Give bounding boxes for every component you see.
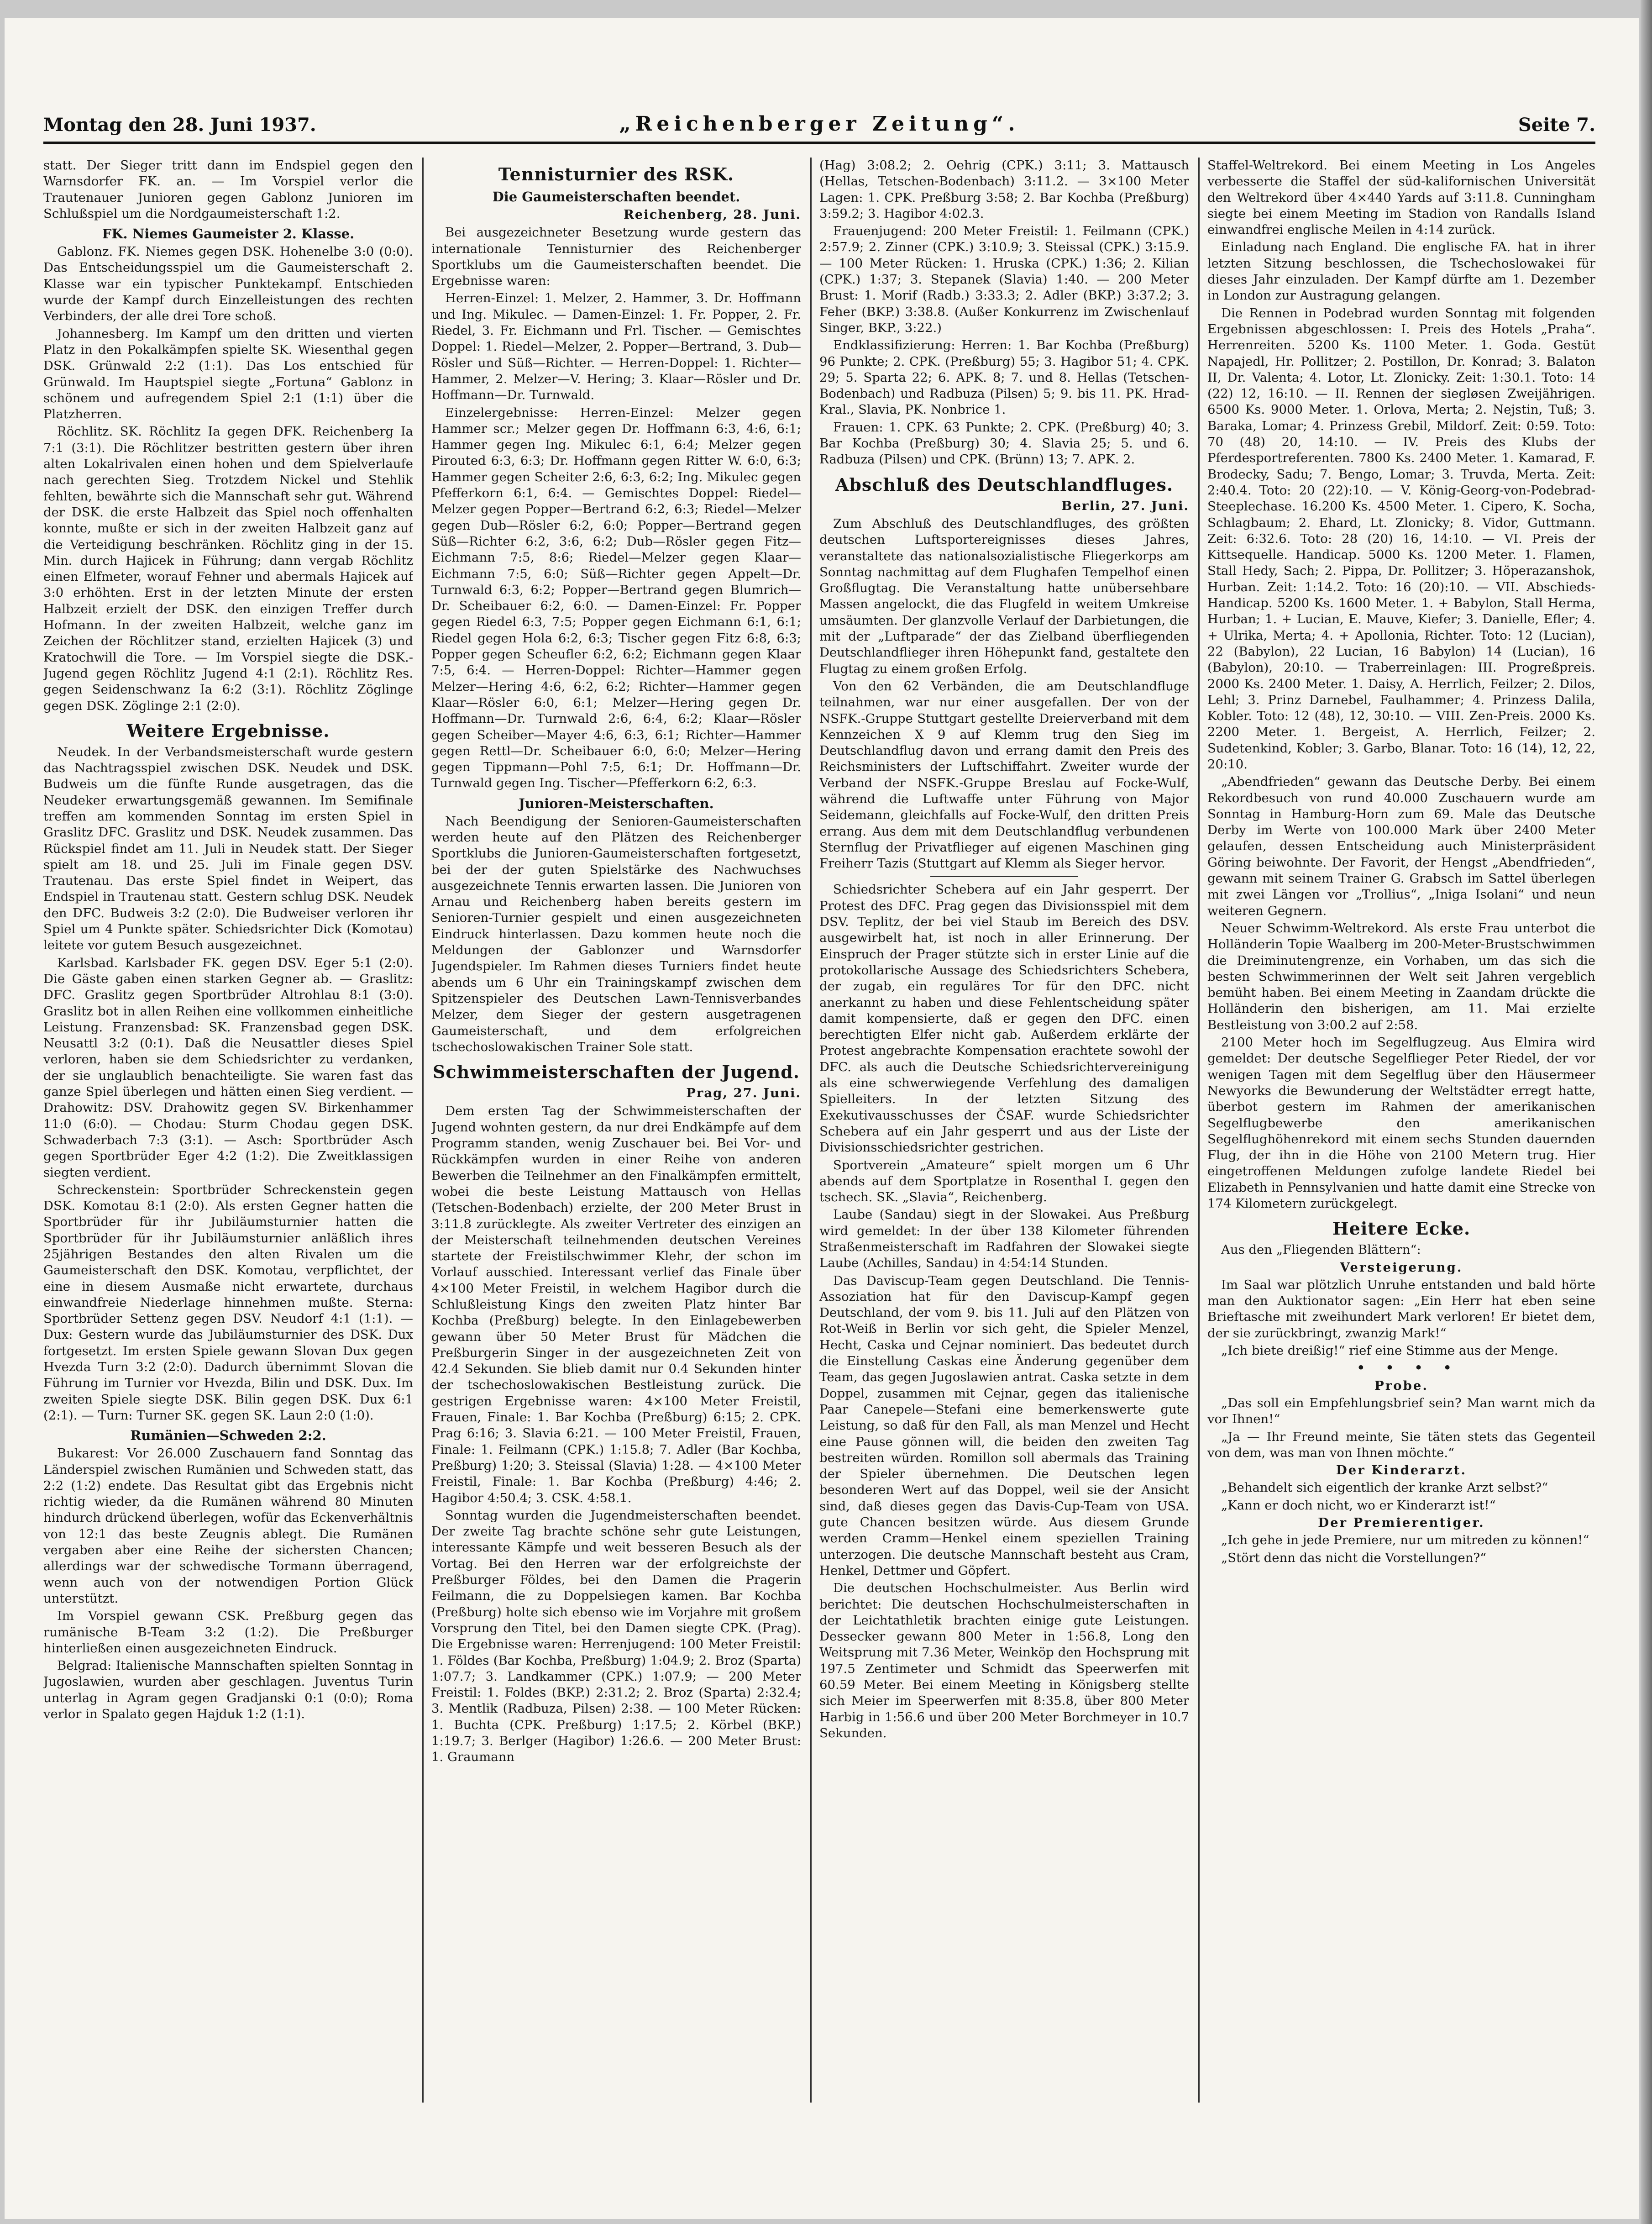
joke-text: „Das soll ein Empfehlungsbrief sein? Man warnt mich da vor Ihnen!“ [1207, 1395, 1595, 1427]
article-text: Dem ersten Tag der Schwimmeisterschaften der Jugend wohnten gestern, da nur drei Endkämpfe auf dem Programm standen, wenig Zuschauer bei. Bei Vor- und Rückkämpfen wurden in einer Reihe von anderen Bewerben die Teilnehmer an den Finalkämpfen ermittelt, wobei die beste Leistung Mattausch von Hellas (Tetschen-Bodenbach) erzielte, der 200 Meter Brust in 3:11.8 zurücklegte. Als zweiter Vertreter des einzigen an der Meisterschaft teilnehmenden deutschen Vereines startete der Freistilschwimmer Klehr, der schon im Vorlauf ausschied. Interessant verlief das Finale über 4×100 Meter Freistil, in welchem Hagibor durch die Schlußleistung Kings den zweiten Platz hinter Bar Kochba (Preßburg) belegte. In den Einlagebewerben gewann über 50 Meter Brust für Mädchen die Preßburgerin Singer in der ausgezeichneten Zeit von 42.4 Sekunden. Sie blieb damit nur 0.4 Sekunden hinter der tschechoslowakischen Bestleistung zurück. Die gestrigen Ergebnisse waren: 4×100 Meter Freistil, Frauen, Finale: 1. Bar Kochba (Preßburg) 6:15; 2. CPK. Prag 6:16; 3. Slavia 6:21. — 100 Meter Freistil, Frauen, Finale: 1. Feilmann (CPK.) 1:15.8; 7. Adler (Bar Kochba, Preßburg) 1:20; 3. Steissal (Slavia) 1:28. — 4×100 Meter Freistil, Finale: 1. Bar Kochba (Preßburg) 4:46; 2. Hagibor 4:50.4; 3. CSK. 4:58.1. [431, 1104, 801, 1505]
article-text: Gablonz. FK. Niemes gegen DSK. Hohenelbe 3:0 (0:0). Das Entscheidungsspiel um die Gaumeisterschaft 2. Klasse war ein typischer Punktekampf. Entschieden wurde der Kampf durch Einzelleistungen des rechten Verbinders, der alle drei Tore schoß. [43, 244, 413, 324]
article-text: (Hag) 3:08.2; 2. Oehrig (CPK.) 3:11; 3. Mattausch (Hellas, Tetschen-Bodenbach) 3:11.2. — 3×100 Meter Lagen: 1. CPK. Preßburg 3:58; 2. Bar Kochba (Preßburg) 3:59.2; 3. Hagibor 4:02.3. [819, 158, 1189, 221]
article-text: Einladung nach England. Die englische FA. hat in ihrer letzten Sitzung beschlossen, die Tschechoslowakei für dieses Jahr einzuladen. Der Kampf dürfte am 1. Dezember in London zur Austragung gelangen. [1207, 240, 1595, 303]
joke-text: „Behandelt sich eigentlich der kranke Arzt selbst?“ [1221, 1480, 1548, 1495]
joke-title: Der Kinderarzt. [1336, 1463, 1467, 1478]
section-divider [930, 876, 1078, 877]
joke-text: „Ich gehe in jede Premiere, nur um mitreden zu können!“ [1221, 1533, 1589, 1548]
article-headline: Schwimmeisterschaften der Jugend. [432, 1062, 800, 1083]
column-2 [431, 158, 801, 2103]
article-headline: FK. Niemes Gaumeister 2. Klasse. [102, 226, 355, 242]
article-text: Im Vorspiel gewann CSK. Preßburg gegen das rumänische B-Team 3:2 (1:2). Die Preßburger hinterließen einen ausgezeichneten Eindruck. [43, 1609, 413, 1656]
article-headline: Heitere Ecke. [1332, 1218, 1471, 1239]
article-subheadline: Die Gaumeisterschaften beendet. [492, 189, 740, 205]
newspaper-title: „Reichenberger Zeitung“. [619, 112, 1020, 136]
column-4 [1207, 158, 1595, 2103]
article-text: Einzelergebnisse: Herren-Einzel: Melzer gegen Hammer scr.; Melzer gegen Dr. Hoffmann 6:3, 4:6, 6:1; Hammer gegen Ing. Mikulec 6:1, 6:4; Melzer gegen Pirouted 6:3, 6:3; Dr. Hoffmann gegen Ritter W. 6:0, 6:3; Hammer gegen Scheiter 2:6, 6:3, 6:2; Ing. Mikulec gegen Pfefferkorn 6:1, 6:4. — Gemischtes Doppel: Riedel—Melzer gegen Popper—Bertrand 6:2, 6:3; Riedel—Melzer gegen Dub—Rösler 6:2, 6:0; Popper—Bertrand gegen Süß—Richter 6:2, 3:6, 6:2; Dub—Rösler gegen Fitz—Eichmann 7:5, 8:6; Riedel—Melzer gegen Klaar—Eichmann 7:5, 6:0; Süß—Richter gegen Appelt—Dr. Turnwald 6:3, 6:2; Popper—Bertrand gegen Blumrich—Dr. Scheibauer 6:2, 6:0. — Damen-Einzel: Fr. Popper gegen Riedel 6:3, 7:5; Popper gegen Eichmann 6:1, 6:1; Riedel gegen Hola 6:2, 6:3; Tischer gegen Fitz 6:8, 6:3; Popper gegen Scheufler 6:2, 6:2; Eichmann gegen Klaar 7:5, 6:4. — Herren-Doppel: Richter—Hammer gegen Melzer—Hering 4:6, 6:2, 6:2; Richter—Hammer gegen Klaar—Rösler 6:0, 6:1; Melzer—Hering gegen Dr. Hoffmann—Dr. Turnwald 2:6, 6:4, 6:2; Klaar—Rösler gegen Scheiber—Mayer 4:6, 6:3, 6:1; Richter—Hammer gegen Rettl—Dr. Scheibauer 6:0, 6:0; Melzer—Hering gegen Tippmann—Pohl 7:5, 6:1; Dr. Hoffmann—Dr. Turnwald gegen Ing. Tischer—Pfefferkorn 6:2, 6:3. [431, 405, 801, 791]
joke-title: Der Premierentiger. [1318, 1515, 1485, 1530]
column-1 [43, 158, 413, 2103]
joke-text: „Ich biete dreißig!“ rief eine Stimme aus der Menge. [1221, 1343, 1558, 1358]
article-text: statt. Der Sieger tritt dann im Endspiel gegen den Warnsdorfer FK. an. — Im Vorspiel verlor die Trautenauer Junioren gegen Gablonz Junioren im Schlußspiel um die Nordgaumeisterschaft 1:2. [43, 158, 413, 221]
article-text: Johannesberg. Im Kampf um den dritten und vierten Platz in den Pokalkämpfen spielte SK. Wiesenthal gegen DSK. Grünwald 2:2 (1:1). Das Los entschied für Grünwald. Im Hauptspiel siegte „Fortuna“ Gablonz in schönem und aufregendem Spiel 2:1 (1:1) über die Platzherren. [43, 326, 413, 422]
article-text: Neuer Schwimm-Weltrekord. Als erste Frau unterbot die Holländerin Topie Waalberg im 200-Meter-Brustschwimmen die Dreiminutengrenze, ein Vorhaben, um das sich die besten Schwimmerinnen der Welt seit Jahren vergeblich bemüht haben. Bei einem Meeting in Zaandam drückte die Holländerin den bisherigen, am 11. Mai erzielte Bestleistung von 3:00.2 auf 2:58. [1207, 920, 1595, 1032]
article-text: Röchlitz. SK. Röchlitz Ia gegen DFK. Reichenberg Ia 7:1 (3:1). Die Röchlitzer bestritten gestern über ihren alten Lokalrivalen einen hohen und dem Spielverlaufe nach gerechten Sieg. Trotzdem Nickel und Stehlik fehlten, bewährte sich die Mannschaft sehr gut. Während der DSK. die erste Halbzeit das Spiel noch offenhalten konnte, mußte er sich in der zweiten Halbzeit ganz auf die Verteidigung beschränken. Röchlitz ging in der 15. Min. durch Hajicek in Führung; dann vergab Röchlitz einen Elfmeter, worauf Fehner und abermals Hajicek auf 3:0 erhöhten. Erst in der letzten Minute der ersten Halbzeit erzielt der DSK. den einzigen Treffer durch Hofmann. In der zweiten Halbzeit, welche ganz im Zeichen der Röchlitzer stand, erzielten Hajicek (3) und Kratochwill die Tore. — Im Vorspiel siegte die DSK.-Jugend gegen Röchlitz Jugend 4:1 (2:1). Röchlitz Res. gegen Seidenschwanz Ia 6:2 (3:1). Röchlitz Zöglinge gegen DSK. Zöglinge 2:1 (2:0). [43, 424, 413, 713]
column-rule [810, 158, 812, 2103]
article-text: Endklassifizierung: Herren: 1. Bar Kochba (Preßburg) 96 Punkte; 2. CPK. (Preßburg) 55; 3. Hagibor 51; 4. CPK. 29; 5. Sparta 22; 6. APK. 8; 7. und 8. Hellas (Tetschen-Bodenbach) und Radbuza (Pilsen) 5; 9. bis 11. PK. Hrad-Kral., Slavia, PK. Nonbrice 1. [819, 338, 1189, 417]
article-text: Die deutschen Hochschulmeister. Aus Berlin wird berichtet: Die deutschen Hochschulmeisterschaften in der Leichtathletik brachten einige gute Leistungen. Dessecker gewann 800 Meter in 1:56.8, Long den Weitsprung mit 7.36 Meter, Weinköp den Hochsprung mit 197.5 Zentimeter und Schmidt das Speerwerfen mit 60.59 Meter. Bei einem Meeting in Königsberg stellte sich Meier im Speerwerfen mit 8:35.8, über 800 Meter Harbig in 1:56.6 und über 200 Meter Borchmeyer in 10.7 Sekunden. [819, 1581, 1189, 1740]
article-text: Sportverein „Amateure“ spielt morgen um 6 Uhr abends auf dem Sportplatze in Rosenthal I. gegen den tschech. SK. „Slavia“, Reichenberg. [819, 1157, 1189, 1205]
article-text: Von den 62 Verbänden, die am Deutschlandfluge teilnahmen, war nur einer ausgefallen. Der von der NSFK.-Gruppe Stuttgart gestellte Dreierverband mit dem Kennzeichen X 9 auf Klemm trug den Sieg im Deutschlandflug davon und errang damit den Preis des Reichsministers der Luftschiffahrt. Zweiter wurde der Verband der NSFK.-Gruppe Breslau auf Focke-Wulf, während die Luftwaffe unter Führung von Major Seidemann, gleichfalls auf Focke-Wulf, den dritten Preis errang. Aus dem mit dem Deutschlandflug verbundenen Sternflug der Privatflieger auf eigenen Maschinen ging Freiherr Tazis (Stuttgart auf Klemm als Sieger hervor. [819, 678, 1189, 871]
article-text: Frauenjugend: 200 Meter Freistil: 1. Feilmann (CPK.) 2:57.9; 2. Zinner (CPK.) 3:10.9; 3. Steissal (CPK.) 3:15.9. — 100 Meter Rücken: 1. Hruska (CPK.) 1:36; 2. Kilian (CPK.) 1:37; 3. Stepanek (Slavia) 1:40. — 200 Meter Brust: 1. Morif (Radb.) 3:33.3; 2. Adler (BKP.) 3:37.2; 3. Feher (BKP.) 3:38.8. (Außer Konkurrenz im Zwischenlauf Singer, BKP., 3:22.) [819, 224, 1189, 335]
article-text: Die Rennen in Podebrad wurden Sonntag mit folgenden Ergebnissen abgeschlossen: I. Preis des Hotels „Praha“. Herrenreiten. 5200 Ks. 1100 Meter. 1. Goda. Gestüt Napajedl, Hr. Pollitzer; 2. Postillon, Dr. Konrad; 3. Balaton II, Dr. Valenta; 4. Lotor, Lt. Zlonicky. Zeit: 1:30.1. Toto: 14 (22) 12, 16:10. — II. Rennen der siegløsen Zweijährigen. 6500 Ks. 9000 Meter. 1. Orlova, Merta; 2. Nejstin, Tuß; 3. Baraka, Lomar; 4. Prinzess Grebil, Mildorf. Zeit: 0:59. Toto: 70 (48) 20, 14:10. — IV. Preis des Klubs der Pferdesportreferenten. 7800 Ks. 2400 Meter. 1. Kamarad, F. Brodecky, Sadu; 7. Bengo, Lomar; 3. Truvda, Merta. Zeit: 2:40.4. Toto: 20 (22):10. — V. König-Georg-von-Podebrad-Steeplechase. 16.200 Ks. 4500 Meter. 1. Cipero, K. Socha, Schlagbaum; 2. Ehard, Lt. Zlonicky; 8. Vidor, Guttmann. Zeit: 6:32.6. Toto: 28 (20) 16, 14:10. — VI. Preis der Kittsequelle. Handicap. 5000 Ks. 1200 Meter. 1. Flamen, Stall Hedy, Sach; 2. Pippa, Dr. Pollitzer; 3. Höperazanshok, Hurban. Zeit: 1:14.2. Toto: 16 (20):10. — VII. Abschieds-Handicap. 5200 Ks. 1600 Meter. 1. + Babylon, Stall Herma, Hurban; 1. + Lucian, E. Mauve, Kiefer; 3. Danielle, Efler; 4. + Ulrika, Merta; 4. + Apollonia, Richter. Toto: 12 (Lucian), 22 (Babylon), 22 Lucian, 16 Babylon) 14 (Lucian), 16 (Babylon), 20:10. — Traberreinlagen: III. Progreßpreis. 2000 Ks. 2400 Meter. 1. Daisy, A. Herrlich, Feilzer; 2. Dilos, Lehl; 3. Prinz Darnebel, Faulhammer; 4. Prinzess Dalila, Kobler. Toto: 12 (48), 12, 30:10. — VIII. Zen-Preis. 2000 Ks. 2200 Meter. 1. Bergeist, A. Herrlich, Feilzer; 2. Sudetenkind, Kobler; 3. Garbo, Blanar. Toto: 16 (14), 12, 22, 20:10. [1207, 305, 1595, 772]
article-text: Das Daviscup-Team gegen Deutschland. Die Tennis-Assoziation hat für den Daviscup-Kampf gegen Deutschland, der vom 9. bis 11. Juli auf den Plätzen von Rot-Weiß in Berlin vor sich geht, die Spieler Menzel, Hecht, Caska und Cejnar nominiert. Das bedeutet durch die Einstellung Caskas eine Änderung gegenüber dem Team, das gegen Jugoslawien antrat. Caska setzte in dem Doppel, zusammen mit Cejnar, gegen das italienische Paar Canepele—Stefani eine bemerkenswerte gute Leistung, so daß für den Fall, als man Menzel und Hecht eine Pause gönnen will, die beiden den zweiten Tag bestreiten würden. Romillon soll abermals das Training der Spieler übernehmen. Die Deutschen legen besonderen Wert auf das Doppel, weil sie der Ansicht sind, daß dieses gegen das Davis-Cup-Team von USA. gute Chancen besitzen würde. Aus diesem Grunde werden Cramm—Henkel einem speziellen Training unterzogen. Die deutsche Mannschaft besteht aus Cram, Henkel, Dettmer und Göpfert. [819, 1273, 1189, 1578]
article-text: Zum Abschluß des Deutschlandfluges, des größten deutschen Luftsportereignisses dieses Jahres, veranstaltete das nationalsozialistische Fliegerkorps am Sonntag nachmittag auf dem Flughafen Tempelhof einen Großflugtag. Die Veranstaltung hatte unübersehbare Massen angelockt, die das Flugfeld in weitem Umkreise umsäumten. Der glanzvolle Verlauf der Darbietungen, die mit der „Luftparade“ der das Zielband überfliegenden Deutschlandflieger ihren Höhepunkt fand, gestaltete den Flugtag zu einem großen Erfolg. [819, 516, 1189, 676]
article-text: „Abendfrieden“ gewann das Deutsche Derby. Bei einem Rekordbesuch von rund 40.000 Zuschauern wurde am Sonntag in Hamburg-Horn zum 69. Male das Deutsche Derby im Werte von 100.000 Mark über 2400 Meter gelaufen, dessen Entscheidung auch Ministerpräsident Göring beiwohnte. Der Favorit, der Hengst „Abendfrieden“, gewann mit seinem Trainer G. Grabsch im Sattel überlegen mit zwei Längen vor „Trollius“, „Iniga Isolani“ und neun weiteren Gegnern. [1207, 774, 1595, 918]
article-text: Laube (Sandau) siegt in der Slowakei. Aus Preßburg wird gemeldet: In der über 138 Kilometer führenden Straßenmeisterschaft im Radfahren der Slowakei siegte Laube (Achilles, Sandau) in 4:54:14 Stunden. [819, 1207, 1189, 1271]
article-text: 2100 Meter hoch im Segelflugzeug. Aus Elmira wird gemeldet: Der deutsche Segelflieger Peter Riedel, der vor wenigen Tagen mit dem Segelflug über den Häusermeer Newyorks die Bewunderung der Weltstädter erregt hatte, überbot gestern im Rahmen der amerikanischen Segelflugbewerbe den amerikanischen Segelflughöhenrekord mit einem sechs Stunden dauernden Flug, der ihn in die Höhe von 2100 Metern trug. Hier eingetroffenen Meldungen zufolge landete Riedel bei Elizabeth in Pennsylvanien und hatte damit eine Strecke von 174 Kilometern zurückgelegt. [1207, 1035, 1595, 1211]
article-text: Herren-Einzel: 1. Melzer, 2. Hammer, 3. Dr. Hoffmann und Ing. Mikulec. — Damen-Einzel: 1. Fr. Popper, 2. Fr. Riedel, 3. Fr. Eichmann und Frl. Tischer. — Gemischtes Doppel: 1. Riedel—Melzer, 2. Popper—Bertrand, 3. Dub—Rösler und Süß—Richter. — Herren-Doppel: 1. Richter—Hammer, 2. Melzer—V. Hering; 3. Klaar—Rösler und Dr. Hoffmann—Dr. Turnwald. [431, 291, 801, 403]
article-headline: Weitere Ergebnisse. [126, 720, 330, 741]
dateline: Prag, 27. Juni. [686, 1086, 801, 1101]
article-text: Sonntag wurden die Jugendmeisterschaften beendet. Der zweite Tag brachte schöne sehr gute Leistungen, interessante Kämpfe und weit besseren Besuch als der Vortag. Bei den Herren war der erfolgreichste der Preßburger Földes, bei den Damen die Pragerin Feilmann, die zu Doppelsiegen kamen. Bar Kochba (Preßburg) holte sich ebenso wie im Vorjahre mit großem Vorsprung den Titel, bei den Damen siegte CPK. (Prag). Die Ergebnisse waren: Herrenjugend: 100 Meter Freistil: 1. Földes (Bar Kochba, Preßburg) 1:04.9; 2. Broz (Sparta) 1:07.7; 3. Landkammer (CPK.) 1:07.9; — 200 Meter Freistil: 1. Foldes (BKP.) 2:31.2; 2. Broz (Sparta) 2:32.4; 3. Mentlik (Radbuza, Pilsen) 2:38. — 100 Meter Rücken: 1. Buchta (CPK. Preßburg) 1:17.5; 2. Körbel (BKP.) 1:19.7; 3. Berlger (Hagibor) 1:26.6. — 200 Meter Brust: 1. Graumann [431, 1508, 801, 1765]
source-line: Aus den „Fliegenden Blättern“: [1221, 1242, 1421, 1257]
column-3 [819, 158, 1189, 2103]
article-text: Karlsbad. Karlsbader FK. gegen DSV. Eger 5:1 (2:0). Die Gäste gaben einen starken Gegner ab. — Graslitz: DFC. Graslitz gegen Sportbrüder Altrohlau 8:1 (3:0). Graslitz bot in allen Reihen eine vollkommen einheitliche Leistung. Franzensbad: SK. Franzensbad gegen DSK. Neusattl 3:2 (0:1). Daß die Neusattler dieses Spiel verloren, haben sie dem Schiedsrichter zu verdanken, der sie unglaublich benachteiligte. Sie waren fast das ganze Spiel überlegen und hätten einen Sieg verdient. — Drahowitz: DSV. Drahowitz gegen SV. Birkenhammer 11:0 (6:0). — Chodau: Sturm Chodau gegen DSK. Schwaderbach 7:3 (3:1). — Asch: Sportbrüder Asch gegen Sportbrüder Eger 4:2 (1:2). Die Zweitklassigen siegten verdient. [43, 955, 413, 1180]
article-headline: Rumänien—Schweden 2:2. [130, 1428, 326, 1444]
article-text: Nach Beendigung der Senioren-Gaumeisterschaften werden heute auf den Plätzen des Reichenberger Sportklubs die Junioren-Gaumeisterschaften fortgesetzt, bei der der guten Spielstärke des Nachwuchses ausgezeichnete Tennis erwarten lassen. Die Junioren von Arnau und Reichenberg haben bereits gestern im Senioren-Turnier gespielt und einen ausgezeichneten Eindruck hinterlassen. Dazu kommen heute noch die Meldungen der Gablonzer und Warnsdorfer Jugendspieler. Im Rahmen dieses Turniers findet heute abends um 6 Uhr ein Trainingskampf zwischen dem Spitzenspieler des Deutschen Lawn-Tennisverbandes Melzer, dem Sieger der gestern ausgetragenen Gaumeisterschaft, und dem erfolgreichen tschechoslowakischen Trainer Sole statt. [431, 814, 801, 1054]
column-rule [422, 158, 424, 2103]
joke-title: Probe. [1374, 1378, 1428, 1393]
scan-edge [1641, 0, 1652, 2224]
article-text: Bei ausgezeichneter Besetzung wurde gestern das internationale Tennisturnier des Reichenberger Sportklubs um die Gaumeisterschaften beendet. Die Ergebnisse waren: [431, 225, 801, 289]
article-text: Frauen: 1. CPK. 63 Punkte; 2. CPK. (Preßburg) 40; 3. Bar Kochba (Preßburg) 30; 4. Slavia 25; 5. und 6. Radbuza (Pilsen) und CPK. (Brünn) 13; 7. APK. 2. [819, 420, 1189, 467]
joke-text: „Kann er doch nicht, wo er Kinderarzt ist!“ [1221, 1498, 1496, 1513]
article-text: Schiedsrichter Schebera auf ein Jahr gesperrt. Der Protest des DFC. Prag gegen das Divisionsspiel mit dem DSV. Teplitz, der bei viel Staub im Bereich des DSV. ausgewirbelt hat, ist noch in aller Erinnerung. Der Einspruch der Prager stützte sich in erster Linie auf die protokollarische Aussage des Schiedsrichters Schebera, der zugab, ein reguläres Tor für den DFC. nicht anerkannt zu haben und diese Fehlentscheidung später damit kompensierte, daß er gegen den DFC. einen berechtigten Elfer nicht gab. Außerdem erklärte der Protest angebrachte Kompensation erachtete sowohl der DFC. als auch die Deutsche Schiedsrichtervereinigung als eine schwerwiegende Verfehlung des damaligen Spielleiters. In der letzten Sitzung des Exekutivausschusses der ČSAF. wurde Schiedsrichter Schebera auf ein Jahr gesperrt und aus der Liste der Divisionsschiedsrichter gestrichen. [819, 882, 1189, 1155]
page-number: Seite 7. [1518, 114, 1595, 136]
joke-text: Im Saal war plötzlich Unruhe entstanden und bald hörte man den Auktionator sagen: „Ein Herr hat eben seine Brieftasche mit zweihundert Mark verloren! Er bietet dem, der sie zurückbringt, zwanzig Mark!“ [1207, 1277, 1595, 1341]
dateline: Reichenberg, 28. Juni. [623, 207, 801, 222]
header-rule [43, 142, 1595, 144]
issue-date: Montag den 28. Juni 1937. [43, 114, 316, 136]
joke-text: „Ja — Ihr Freund meinte, Sie täten stets das Gegenteil von dem, was man von Ihnen möchte.“ [1207, 1429, 1595, 1460]
article-headline: Tennisturnier des RSK. [498, 164, 734, 184]
article-text: Belgrad: Italienische Mannschaften spielten Sonntag in Jugoslawien, wurden aber geschlagen. Juventus Turin unterlag in Agram gegen Gradjanski 0:1 (0:0); Roma verlor in Spalato gegen Hajduk 1:2 (1:1). [43, 1658, 413, 1722]
article-text: Staffel-Weltrekord. Bei einem Meeting in Los Angeles verbesserte die Staffel der süd-kalifornischen Universität den Weltrekord über 4×440 Yards auf 3:11.8. Cunningham siegte bei einem Meeting im Stadion von Randalls Island einwandfrei englische Meilen in 4:14 zurück. [1207, 158, 1595, 237]
article-headline: Junioren-Meisterschaften. [519, 795, 714, 811]
article-text: Schreckenstein: Sportbrüder Schreckenstein gegen DSK. Komotau 8:1 (2:0). Als ersten Gegner hatten die Sportbrüder für ihr Jubiläumsturnier hatten die Sportbrüder für ihr Jubiläumsturnier anläßlich ihres 25jährigen Bestandes den alten Rivalen um die Gaumeisterschaft den DSK. Komotau, verpflichtet, der eine in diesem Ausmaße nicht erwartete, durchaus einwandfreie Niederlage hinnehmen mußte. Sterna: Sportbrüder Settenz gegen DSV. Neudorf 4:1 (1:1). — Dux: Gestern wurde das Jubiläumsturnier des DSK. Dux fortgesetzt. Im ersten Spiele gewann Slovan Dux gegen Hvezda Turn 3:2 (2:0). Dadurch übernimmt Slovan die Führung im Turnier vor Hvezda, Bilin und DSK. Dux. Im zweiten Spiele siegte DSK. Bilin gegen DSK. Dux 6:1 (2:1). — Turn: Turner SK. gegen SK. Laun 2:0 (1:0). [43, 1182, 413, 1423]
article-text: Bukarest: Vor 26.000 Zuschauern fand Sonntag das Länderspiel zwischen Rumänien und Schweden statt, das 2:2 (1:2) endete. Das Resultat gibt das Ergebnis nicht richtig wieder, da die Rumänen während 80 Minuten hindurch drückend überlegen, wofür das Eckenverhältnis von 12:1 das beste Zeugnis ablegt. Die Rumänen vergaben aber eine Reihe der sichersten Chancen; allerdings war der schwedische Tormann überragend, wenn auch von der notwendigen Portion Glück unterstützt. [43, 1446, 413, 1606]
article-text: Neudek. In der Verbandsmeisterschaft wurde gestern das Nachtragsspiel zwischen DSK. Neudek und DSK. Budweis um die fünfte Runde ausgetragen, das die Neudeker erwartungsgemäß gewannen. Im Semifinale treffen am kommenden Sonntag im ersten Spiel in Graslitz DFC. Graslitz und DSK. Neudek zusammen. Das Rückspiel findet am 11. Juli in Neudek statt. Der Sieger spielt am 18. und 25. Juli im Finale gegen DSV. Trautenau. Das erste Spiel findet in Weipert, das Endspiel in Trautenau statt. Gestern schlug DSK. Neudek den DFC. Budweis 3:2 (2:0). Die Budweiser verloren ihr Spiel um 4 Punkte später. Schiedsrichter Dick (Komotau) leitete vor gutem Besuch ausgezeichnet. [43, 744, 413, 953]
article-headline: Abschluß des Deutschlandfluges. [835, 474, 1174, 495]
joke-text: „Stört denn das nicht die Vorstellungen?“ [1221, 1550, 1487, 1565]
divider-dots: • • • • [1357, 1361, 1460, 1376]
joke-title: Versteigerung. [1340, 1260, 1463, 1275]
dateline: Berlin, 27. Juni. [1061, 498, 1189, 513]
column-rule [1198, 158, 1200, 2103]
